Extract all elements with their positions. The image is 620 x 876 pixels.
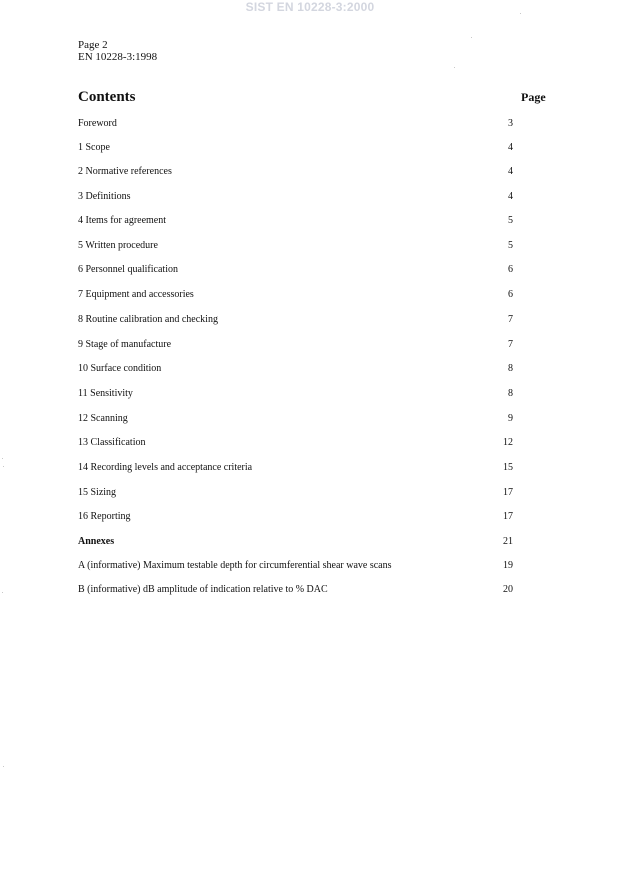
toc-entry[interactable] — [78, 362, 518, 376]
toc-entry-title: 14 Recording levels and acceptance criteria — [78, 462, 253, 473]
toc-entry-page: 4 — [508, 166, 513, 177]
toc-entry-annexes[interactable] — [78, 535, 518, 549]
toc-entry-title: Annexes — [78, 536, 115, 547]
toc-entry-page: 5 — [508, 240, 513, 251]
toc-entry-title: 8 Routine calibration and checking — [78, 314, 218, 325]
scan-speck — [2, 592, 3, 593]
toc-entry-title: 1 Scope — [78, 142, 110, 153]
standard-identifier: EN 10228-3:1998 — [78, 51, 158, 63]
toc-entry-title: 13 Classification — [78, 437, 146, 448]
toc-entry[interactable] — [78, 288, 518, 302]
toc-entry-title: 5 Written procedure — [78, 240, 158, 251]
toc-entry-page: 7 — [508, 339, 513, 350]
toc-entry-title: 16 Reporting — [78, 511, 131, 522]
toc-entry-page: 3 — [508, 118, 513, 129]
toc-entry-title: A (informative) Maximum testable depth for circumferential shear wave scans — [78, 560, 392, 571]
toc-entry-title: B (informative) dB amplitude of indication relative to % DAC — [78, 584, 328, 595]
toc-entry-title: 4 Items for agreement — [78, 215, 167, 226]
toc-entry-page: 9 — [508, 413, 513, 424]
scan-speck — [520, 13, 521, 14]
watermark-text: SIST EN 10228-3:2000 — [245, 0, 375, 14]
toc-entry-title: 6 Personnel qualification — [78, 264, 178, 275]
toc-entry-page: 17 — [503, 511, 513, 522]
toc-entry-page: 15 — [503, 462, 513, 473]
toc-entry[interactable] — [78, 239, 518, 253]
toc-entry[interactable] — [78, 313, 518, 327]
toc-entry-page: 6 — [508, 264, 513, 275]
toc-entry-title: 11 Sensitivity — [78, 388, 133, 399]
toc-entry-page: 7 — [508, 314, 513, 325]
toc-entry-page: 17 — [503, 487, 513, 498]
toc-entry[interactable] — [78, 461, 518, 475]
page-number-label: Page 2 — [78, 39, 108, 51]
toc-entry[interactable] — [78, 190, 518, 204]
toc-entry-page: 8 — [508, 388, 513, 399]
toc-entry[interactable] — [78, 583, 518, 597]
toc-entry-page: 4 — [508, 142, 513, 153]
toc-entry-title: 3 Definitions — [78, 191, 131, 202]
toc-entry-page: 5 — [508, 215, 513, 226]
toc-entry[interactable] — [78, 141, 518, 155]
toc-entry[interactable] — [78, 338, 518, 352]
toc-entry[interactable] — [78, 387, 518, 401]
toc-entry-title: 7 Equipment and accessories — [78, 289, 194, 300]
scan-speck — [3, 766, 4, 767]
toc-entry-title: 15 Sizing — [78, 487, 117, 498]
toc-entry[interactable] — [78, 165, 518, 179]
toc-entry[interactable] — [78, 486, 518, 500]
toc-entry-page: 12 — [503, 437, 513, 448]
toc-entry[interactable] — [78, 263, 518, 277]
scan-speck — [2, 458, 3, 459]
toc-entry-page: 20 — [503, 584, 513, 595]
contents-heading: Contents — [78, 89, 136, 105]
scan-speck — [3, 466, 4, 467]
toc-entry-title: 12 Scanning — [78, 413, 128, 424]
toc-entry-title: 9 Stage of manufacture — [78, 339, 172, 350]
toc-entry[interactable] — [78, 510, 518, 524]
page-column-heading: Page — [521, 90, 546, 104]
toc-entry-title: Foreword — [78, 118, 117, 129]
toc-entry[interactable] — [78, 117, 518, 131]
toc-entry-page: 6 — [508, 289, 513, 300]
scan-speck — [471, 37, 472, 38]
toc-entry[interactable] — [78, 412, 518, 426]
toc-entry-page: 21 — [503, 536, 513, 547]
toc-entry[interactable] — [78, 559, 518, 573]
toc-entry[interactable] — [78, 214, 518, 228]
toc-entry-page: 19 — [503, 560, 513, 571]
toc-entry[interactable] — [78, 436, 518, 450]
toc-entry-title: 2 Normative references — [78, 166, 172, 177]
toc-entry-page: 8 — [508, 363, 513, 374]
toc-entry-page: 4 — [508, 191, 513, 202]
scan-speck — [454, 67, 455, 68]
toc-entry-title: 10 Surface condition — [78, 363, 162, 374]
